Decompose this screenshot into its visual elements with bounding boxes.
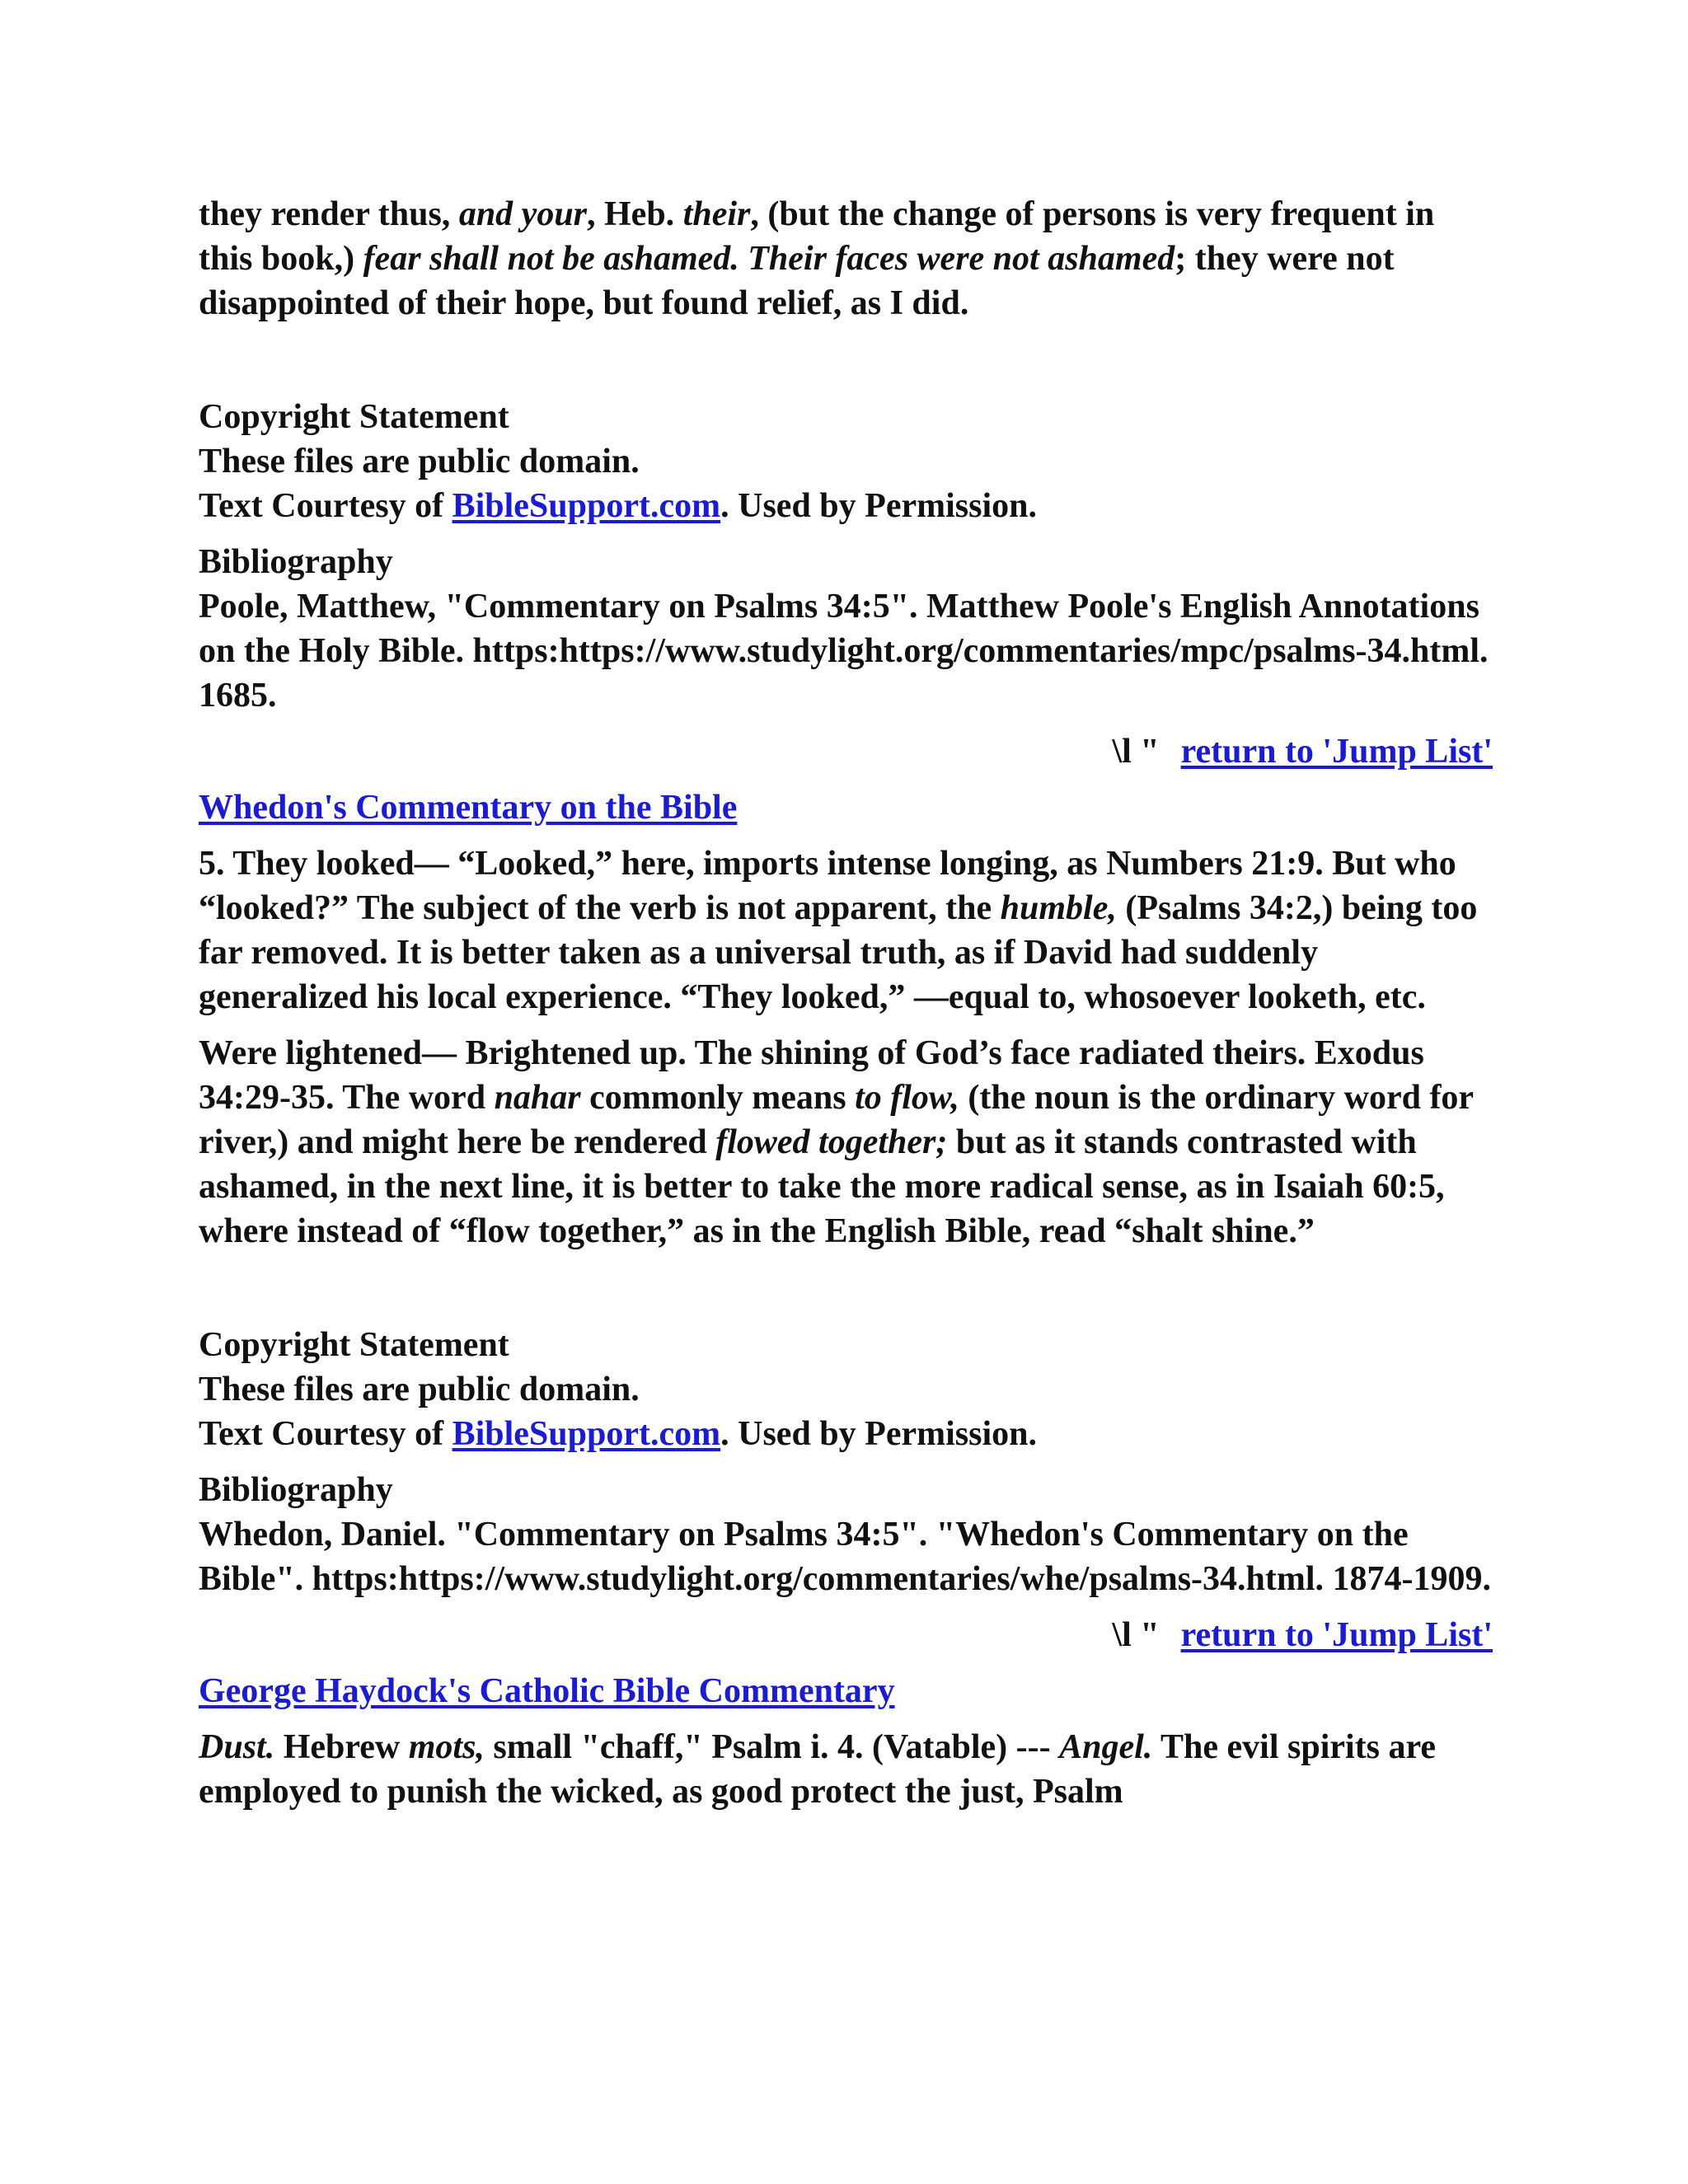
text-run: , (but the change of persons is very frequent in this book,) xyxy=(199,195,1435,278)
copyright-public-domain: These files are public domain. xyxy=(199,1371,640,1408)
text-run: ; they were not disappointed of their hope, but found relief, as I did. xyxy=(199,240,1395,322)
spacer xyxy=(199,1254,1493,1323)
whedon-paragraph-1 xyxy=(199,841,1493,1019)
text-run: 5. They looked— “Looked,” here, imports intense longing, as Numbers 21:9. But who “looked?” The subject of the verb is not apparent, the xyxy=(199,845,1456,927)
italic-run: mots, xyxy=(408,1728,485,1766)
text-run: . Used by Permission. xyxy=(720,487,1037,525)
return-to-jump-list-link[interactable]: return to 'Jump List' xyxy=(1180,1616,1493,1654)
copyright-statement-1 xyxy=(199,395,1493,528)
text-run: Were lightened— Brightened up. The shining of God’s face radiated theirs. Exodus 34:29-35. The word xyxy=(199,1034,1424,1117)
jump-prefix: \l " xyxy=(1112,1616,1160,1654)
text-run: small "chaff," Psalm i. 4. (Vatable) --- xyxy=(484,1728,1060,1766)
italic-run: fear shall not be ashamed. Their faces were not ashamed xyxy=(363,240,1175,278)
spacer xyxy=(199,1456,1493,1468)
return-to-jump-list-link[interactable]: return to 'Jump List' xyxy=(1180,733,1493,771)
copyright-heading: Copyright Statement xyxy=(199,1326,509,1364)
italic-run: nahar xyxy=(494,1079,581,1117)
spacer xyxy=(199,830,1493,841)
biblesupport-link[interactable]: BibleSupport.com xyxy=(452,487,721,525)
copyright-heading: Copyright Statement xyxy=(199,398,509,436)
haydock-commentary-link[interactable]: George Haydock's Catholic Bible Commentary xyxy=(199,1672,895,1710)
text-run: . Used by Permission. xyxy=(720,1415,1037,1453)
copyright-public-domain: These files are public domain. xyxy=(199,443,640,480)
document-page xyxy=(199,192,1493,1814)
haydock-title xyxy=(199,1669,1493,1713)
whedon-commentary-link[interactable]: Whedon's Commentary on the Bible xyxy=(199,789,738,827)
bibliography-text: Poole, Matthew, "Commentary on Psalms 34:5". Matthew Poole's English Annotations on the Holy Bible. https:https://www.studylight.org/commentaries/mpc/psalms-34.html. 1685. xyxy=(199,588,1489,715)
jump-prefix: \l " xyxy=(1112,733,1160,771)
text-run: they render thus, xyxy=(199,195,459,233)
copyright-courtesy xyxy=(199,1412,1493,1456)
whedon-title xyxy=(199,785,1493,830)
text-run: (Psalms 34:2,) being too far removed. It is better taken as a universal truth, as if David had suddenly generalized his local experience. “They looked,” —equal to, whosoever looketh, etc. xyxy=(199,889,1478,1016)
text-run: but as it stands contrasted with ashamed, in the next line, it is better to take the more radical sense, as in Isaiah 60:5, where instead of “flow together,” as in the English Bible, read “shalt shine.” xyxy=(199,1123,1445,1250)
text-run: Hebrew xyxy=(274,1728,409,1766)
spacer xyxy=(199,1601,1493,1613)
bibliography-heading: Bibliography xyxy=(199,543,393,581)
text-run: Text Courtesy of xyxy=(199,1415,452,1453)
spacer xyxy=(199,1657,1493,1669)
poole-paragraph xyxy=(199,192,1493,326)
spacer xyxy=(199,718,1493,729)
jump-list-row-1 xyxy=(199,729,1493,774)
whedon-paragraph-2 xyxy=(199,1031,1493,1254)
spacer xyxy=(199,528,1493,540)
italic-run: Dust. xyxy=(199,1728,275,1766)
italic-run: Angel. xyxy=(1059,1728,1153,1766)
spacer xyxy=(199,326,1493,395)
text-run: commonly means xyxy=(580,1079,856,1117)
text-run: The evil spirits are employed to punish the wicked, as good protect the just, Psalm xyxy=(199,1728,1437,1811)
copyright-courtesy xyxy=(199,484,1493,528)
italic-run: and your xyxy=(458,195,588,233)
haydock-paragraph xyxy=(199,1725,1493,1814)
bibliography-1 xyxy=(199,540,1493,718)
spacer xyxy=(199,1713,1493,1725)
italic-run: their xyxy=(682,195,751,233)
text-run: Text Courtesy of xyxy=(199,487,452,525)
bibliography-2 xyxy=(199,1468,1493,1601)
bibliography-heading: Bibliography xyxy=(199,1471,393,1509)
spacer xyxy=(199,774,1493,785)
italic-run: humble, xyxy=(1000,889,1117,927)
jump-list-row-2 xyxy=(199,1613,1493,1657)
biblesupport-link[interactable]: BibleSupport.com xyxy=(452,1415,721,1453)
spacer xyxy=(199,1019,1493,1031)
bibliography-text: Whedon, Daniel. "Commentary on Psalms 34:5". "Whedon's Commentary on the Bible". https:https://www.studylight.org/commentaries/whe/psalms-34.html. 1874-1909. xyxy=(199,1516,1492,1598)
copyright-statement-2 xyxy=(199,1323,1493,1456)
text-run: , Heb. xyxy=(587,195,683,233)
text-run: (the noun is the ordinary word for river,) and might here be rendered xyxy=(199,1079,1474,1161)
italic-run: flowed together; xyxy=(715,1123,948,1161)
italic-run: to flow, xyxy=(855,1079,959,1117)
